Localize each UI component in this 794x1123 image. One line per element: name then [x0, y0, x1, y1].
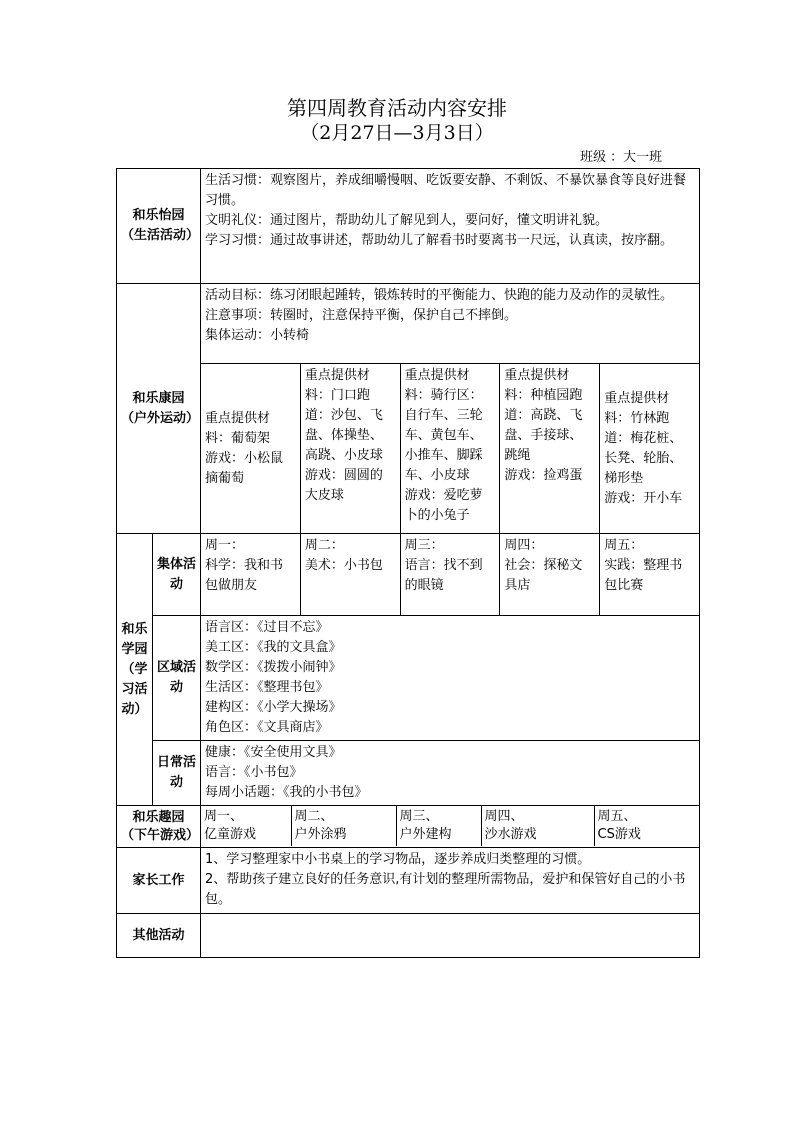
outdoor-material-cell: 重点提供材料：竹林跑道：梅花桩、长凳、轮胎、梯形垫 游戏：开小车	[600, 364, 700, 534]
parents-label: 家长工作	[117, 848, 201, 914]
daily-line: 语言：《小书包》	[205, 765, 303, 780]
other-content	[201, 914, 700, 958]
group-label: 集体活动	[153, 534, 201, 616]
outdoor-line: 活动目标：练习闭眼起踵转，锻炼转时的平衡能力、快跑的能力及动作的灵敏性。	[205, 288, 674, 303]
group-day-cell: 周五： 实践：整理书包比赛	[600, 534, 700, 616]
area-line: 角色区：《文具商店》	[205, 720, 329, 735]
outdoor-row	[117, 284, 700, 364]
life-line: 学习习惯：通过故事讲述，帮助幼儿了解看书时要离书一尺远，认真读，按序翻。	[205, 233, 674, 248]
life-label: 和乐怡园 （生活活动）	[117, 169, 201, 284]
daily-line: 健康：《安全使用文具》	[205, 745, 342, 760]
parents-row	[117, 848, 700, 914]
daily-label: 日常活动	[153, 741, 201, 806]
group-day-cell: 周三： 语言：找不到的眼镜	[400, 534, 500, 616]
daily-content	[201, 741, 700, 806]
area-content	[201, 616, 700, 741]
page-title: 第四周教育活动内容安排	[287, 96, 507, 120]
outdoor-materials-row	[117, 364, 700, 534]
date-range: （2月27日—3月3日）	[300, 122, 494, 144]
parents-line: 1、学习整理家中小书桌上的学习物品，逐步养成归类整理的习惯。	[205, 852, 591, 867]
fun-row	[117, 806, 700, 848]
area-line: 美工区：《我的文具盒》	[205, 640, 342, 655]
fun-day-cell: 周三、 户外建构	[396, 806, 481, 846]
life-line: 文明礼仪：通过图片，帮助幼儿了解见到人，要问好，懂文明讲礼貌。	[205, 213, 609, 228]
life-row	[117, 169, 700, 284]
schedule-table	[116, 168, 700, 958]
outdoor-material-cell: 重点提供材料：骑行区：自行车、三轮车、黄包车、小推车、脚踩车、小皮球 游戏：爱吃萝卜的小兔子	[400, 364, 500, 534]
learning-daily-row	[117, 741, 700, 806]
fun-days-table	[201, 806, 699, 846]
outdoor-material-cell: 重点提供材料：葡萄架 游戏：小松鼠摘葡萄	[201, 364, 301, 534]
fun-content	[201, 806, 700, 848]
life-line: 生活习惯：观察图片，养成细嚼慢咽、吃饭要安静、不剩饭、不暴饮暴食等良好进餐习惯。	[205, 173, 687, 208]
other-row	[117, 914, 700, 958]
daily-line: 每周小话题：《我的小书包》	[205, 785, 368, 800]
learning-label: 和乐学园（学习活动）	[117, 534, 153, 806]
outdoor-line: 集体运动：小转椅	[205, 328, 310, 343]
area-line: 语言区：《过目不忘》	[205, 620, 329, 635]
outdoor-content	[201, 284, 700, 364]
other-label: 其他活动	[117, 914, 201, 958]
parents-line: 2、帮助孩子建立良好的任务意识,有计划的整理所需物品，爱护和保管好自己的小书包。	[205, 872, 686, 907]
group-day-cell: 周一： 科学：我和书包做朋友	[201, 534, 301, 616]
learning-group-row	[117, 534, 700, 616]
fun-label: 和乐趣园 （下午游戏）	[117, 806, 201, 848]
area-line: 数学区：《拨拨小闹钟》	[205, 660, 342, 675]
fun-day-cell: 周四、 沙水游戏	[481, 806, 594, 846]
fun-day-cell: 周二、 户外涂鸦	[291, 806, 396, 846]
area-label: 区域活动	[153, 616, 201, 741]
parents-content	[201, 848, 700, 914]
outdoor-material-cell: 重点提供材料：种植园跑道：高跷、飞盘、手接球、跳绳 游戏：捡鸡蛋	[500, 364, 600, 534]
outdoor-label: 和乐康园 （户外运动）	[117, 284, 201, 534]
outdoor-material-cell: 重点提供材料：门口跑道：沙包、飞盘、体操垫、高跷、小皮球 游戏：圆圆的大皮球	[300, 364, 400, 534]
area-line: 生活区：《整理书包》	[205, 680, 329, 695]
class-label: 班级 ：大一班	[580, 150, 663, 165]
outdoor-line: 注意事项：转圈时，注意保持平衡，保护自己不摔倒。	[205, 308, 518, 323]
group-day-cell: 周四： 社会：探秘文具店	[500, 534, 600, 616]
learning-area-row	[117, 616, 700, 741]
fun-day-cell: 周一、 亿童游戏	[201, 806, 291, 846]
area-line: 建构区：《小学大操场》	[205, 700, 342, 715]
group-day-cell: 周二： 美术：小书包	[300, 534, 400, 616]
fun-day-cell: 周五、 CS游戏	[594, 806, 699, 846]
life-content	[201, 169, 700, 284]
